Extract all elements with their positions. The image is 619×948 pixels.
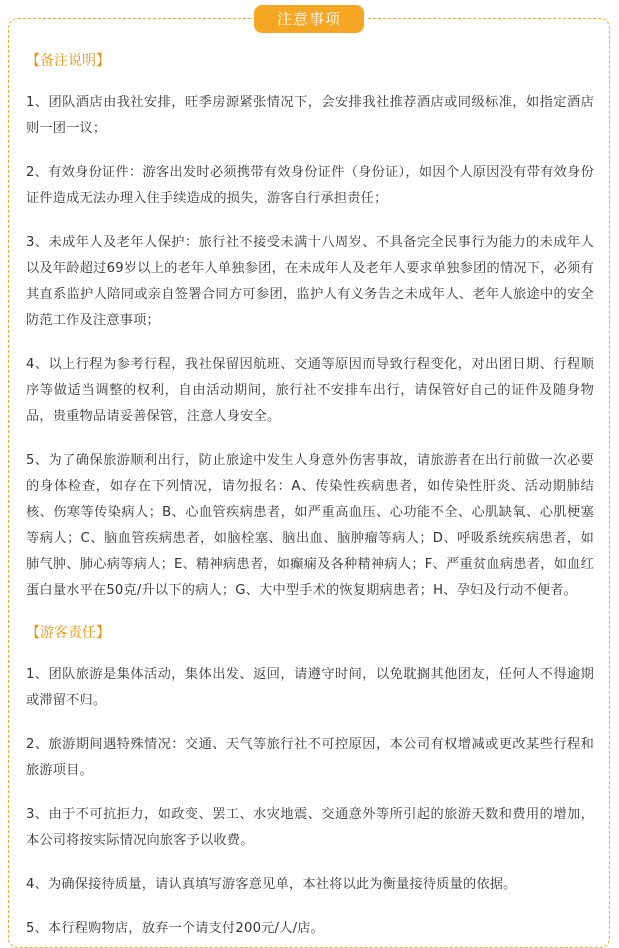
remarks-item-1: 1、团队酒店由我社安排，旺季房源紧张情况下，会安排我社推荐酒店或同级标准，如指定酒店则一团一议； bbox=[26, 95, 594, 136]
section-title: 注意事项 bbox=[254, 5, 364, 33]
duty-item-2: 2、旅游期间遇特殊情况：交通、天气等旅行社不可控原因，本公司有权增减或更改某些行程和旅游项目。 bbox=[26, 737, 594, 778]
remarks-item-2: 2、有效身份证件：游客出发时必须携带有效身份证件（身份证），如因个人原因没有带有效身份证件造成无法办理入住手续造成的损失，游客自行承担责任； bbox=[26, 165, 594, 206]
remarks-item-3: 3、未成年人及老年人保护：旅行社不接受未满十八周岁、不具备完全民事行为能力的未成年人以及年龄超过69岁以上的老年人单独参团，在未成年人及老年人要求单独参团的情况下，必须有其直系监护人陪同或亲自签署合同方可参团，监护人有义务告之未成年人、老年人旅途中的安全防范工作及注意事项； bbox=[26, 235, 594, 328]
section-heading-tourist-duty: 【游客责任】 bbox=[26, 625, 110, 641]
duty-item-4: 4、为确保接待质量，请认真填写游客意见单，本社将以此为衡量接待质量的依据。 bbox=[26, 877, 517, 892]
remarks-item-5: 5、为了确保旅游顺利出行，防止旅途中发生人身意外伤害事故，请旅游者在出行前做一次必要的身体检查，如存在下列情况，请勿报名：A、传染性疾病患者，如传染性肝炎、活动期肺结核、伤寒等传染病人；B、心血管疾病患者，如严重高血压、心功能不全、心肌缺氧、心肌梗塞等病人；C、脑血管疾病患者，如脑栓塞、脑出血、脑肿瘤等病人；D、呼吸系统疾病患者，如肺气肿、肺心病等病人；E、精神病患者，如癫痫及各种精神病人；F、严重贫血病患者，如血红蛋白量水平在50克/升以下的病人；G、大中型手术的恢复期病患者；H、孕妇及行动不便者。 bbox=[26, 453, 594, 598]
remarks-item-4: 4、以上行程为参考行程，我社保留因航班、交通等原因而导致行程变化，对出团日期、行程顺序等做适当调整的权利，自由活动期间，旅行社不安排车出行，请保管好自己的证件及随身物品，贵重物品请妥善保管，注意人身安全。 bbox=[26, 357, 594, 424]
duty-item-5: 5、本行程购物店，放弃一个请支付200元/人/店。 bbox=[26, 921, 325, 936]
duty-item-3: 3、由于不可抗拒力，如政变、罢工、水灾地震、交通意外等所引起的旅游天数和费用的增加，本公司将按实际情况向旅客予以收费。 bbox=[26, 807, 594, 848]
section-heading-remarks: 【备注说明】 bbox=[26, 53, 110, 69]
notice-content bbox=[26, 50, 594, 942]
duty-item-1: 1、团队旅游是集体活动，集体出发、返回，请遵守时间，以免耽搁其他团友，任何人不得逾期或滞留不归。 bbox=[26, 667, 594, 708]
